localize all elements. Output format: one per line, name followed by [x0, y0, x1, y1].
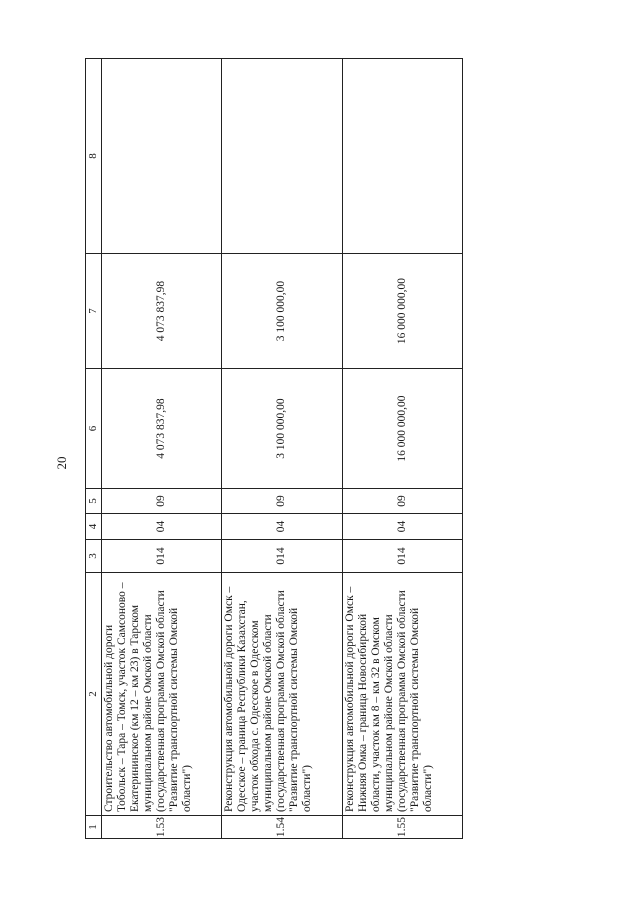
- code-col4: 04: [222, 514, 342, 540]
- row-number: 1.54: [222, 816, 342, 839]
- description-line: муниципальном районе Омской области: [262, 614, 275, 812]
- description-line: "Развитие транспортной системы Омской: [288, 607, 301, 812]
- header-row: [86, 59, 102, 839]
- description-line: участок обхода с. Одесское в Одесском: [249, 620, 262, 812]
- amount-col6: 4 073 837,98: [102, 369, 222, 489]
- column-header-1: 1: [86, 816, 102, 839]
- code-col3: 014: [222, 540, 342, 573]
- row-number: 1.55: [342, 816, 462, 839]
- description-line: "Развитие транспортной системы Омской: [168, 607, 180, 812]
- description-line: области"): [421, 765, 434, 812]
- amount-col6: 16 000 000,00: [342, 369, 462, 489]
- code-col5: 09: [342, 489, 462, 514]
- description-line: Одесское – граница Республики Казахстан,: [236, 600, 249, 812]
- column-header-2: 2: [86, 573, 102, 816]
- amount-col7: 3 100 000,00: [222, 254, 342, 369]
- column-header-5: 5: [86, 489, 102, 514]
- rotated-table-container: [85, 59, 463, 839]
- budget-table: [85, 58, 463, 839]
- row-description: [342, 573, 462, 816]
- row-description: [222, 573, 342, 816]
- code-col5: 09: [102, 489, 222, 514]
- description-line: (государственная программа Омской области: [275, 590, 288, 812]
- column-header-6: 6: [86, 369, 102, 489]
- row-number: 1.53: [102, 816, 222, 839]
- table-row: [102, 59, 222, 839]
- description-line: Екатерининское (км 12 – км 23) в Тарском: [129, 604, 141, 812]
- amount-col8: [102, 59, 222, 254]
- code-col3: 014: [342, 540, 462, 573]
- description-line: области, участок км 8 – км 32 в Омском: [369, 617, 382, 812]
- page-number: 20: [54, 456, 69, 470]
- table-row: [342, 59, 462, 839]
- description-line: области"): [301, 765, 314, 812]
- amount-col8: [222, 59, 342, 254]
- table-row: [222, 59, 342, 839]
- description-line: муниципальном районе Омской области: [382, 614, 395, 812]
- row-description: [102, 573, 222, 816]
- amount-col6: 3 100 000,00: [222, 369, 342, 489]
- description-line: "Развитие транспортной системы Омской: [408, 607, 421, 812]
- code-col4: 04: [342, 514, 462, 540]
- amount-col7: 4 073 837,98: [102, 254, 222, 369]
- description-line: муниципальном районе Омской области: [142, 614, 154, 812]
- column-header-4: 4: [86, 514, 102, 540]
- code-col4: 04: [102, 514, 222, 540]
- description-line: (государственная программа Омской области: [395, 590, 408, 812]
- amount-col8: [342, 59, 462, 254]
- code-col5: 09: [222, 489, 342, 514]
- description-line: Реконструкция автомобильной дороги Омск –: [223, 586, 236, 812]
- description-line: Тобольск – Тара – Томск, участок Самсоново –: [116, 582, 128, 812]
- column-header-7: 7: [86, 254, 102, 369]
- description-line: Нижняя Омка – граница Новосибирской: [356, 613, 369, 812]
- column-header-8: 8: [86, 59, 102, 254]
- description-line: Строительство автомобильной дороги: [103, 624, 115, 812]
- column-header-3: 3: [86, 540, 102, 573]
- description-line: Реконструкция автомобильной дороги Омск –: [343, 586, 356, 812]
- amount-col7: 16 000 000,00: [342, 254, 462, 369]
- description-line: (государственная программа Омской области: [155, 590, 167, 812]
- code-col3: 014: [102, 540, 222, 573]
- description-line: области"): [181, 765, 193, 812]
